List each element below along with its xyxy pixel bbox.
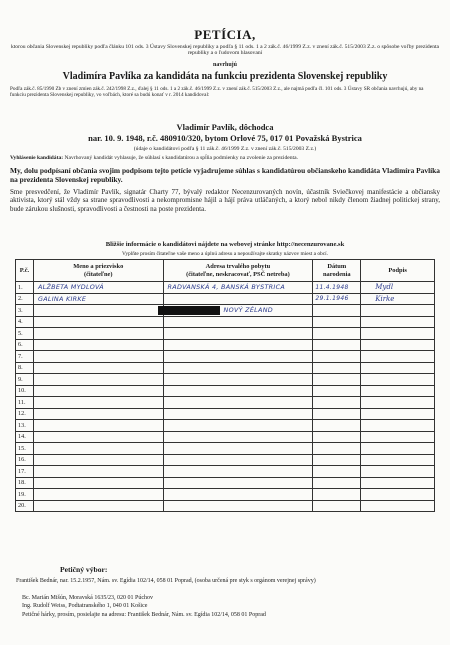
handwritten-signature — [361, 329, 375, 337]
birthdate-cell[interactable] — [313, 477, 361, 489]
handwritten-name — [34, 341, 38, 349]
row-number: 18. — [16, 477, 34, 489]
address-cell[interactable] — [163, 431, 313, 443]
redaction-bar — [158, 306, 220, 315]
address-cell[interactable] — [163, 293, 313, 305]
handwritten-address — [164, 375, 168, 383]
table-row — [16, 385, 435, 397]
document-title: PETÍCIA, — [194, 27, 256, 42]
table-row — [16, 316, 435, 328]
birthdate-cell[interactable] — [313, 339, 361, 351]
candidate-birth: nar. 10. 9. 1948, r.č. 480910/320, bytom Orlové 75, 017 01 Považská Bystrica — [88, 133, 362, 143]
signature-cell[interactable] — [361, 282, 435, 294]
name-cell[interactable] — [33, 362, 163, 374]
row-number: 10. — [16, 385, 34, 397]
send-to-address: Petičné hárky, prosím, posielajte na adresu: František Bednár, Nám. sv. Egídia 102/14, 058 01 Poprad — [22, 612, 266, 618]
handwritten-signature — [361, 421, 375, 429]
signature-cell[interactable] — [361, 293, 435, 305]
committee-member-2: Bc. Marián Mišún, Moravská 1635/23, 020 01 Púchov — [22, 595, 153, 601]
name-cell[interactable] — [33, 466, 163, 478]
handwritten-birthdate — [313, 502, 315, 509]
candidate-declaration — [10, 155, 440, 162]
table-row — [16, 420, 435, 432]
address-cell[interactable] — [163, 282, 313, 294]
table-row — [16, 397, 435, 409]
handwritten-birthdate: 11.4.1948 — [315, 283, 349, 291]
row-number: 17. — [16, 466, 34, 478]
signature-cell[interactable] — [361, 328, 435, 340]
table-row — [16, 339, 435, 351]
handwritten-address — [164, 467, 168, 475]
handwritten-name — [34, 364, 38, 372]
handwritten-signature — [361, 341, 375, 349]
handwritten-signature — [361, 456, 375, 464]
handwritten-name — [34, 502, 38, 510]
table-row — [16, 454, 435, 466]
birthdate-cell[interactable] — [313, 385, 361, 397]
handwritten-signature: Mydl — [375, 283, 394, 292]
handwritten-signature — [361, 398, 375, 406]
handwritten-signature — [361, 433, 375, 441]
signature-cell[interactable] — [361, 489, 435, 501]
handwritten-name — [34, 421, 38, 429]
handwritten-signature — [361, 375, 375, 383]
handwritten-birthdate — [313, 330, 315, 337]
more-info-line: Bližšie informácie o kandidátovi nájdete na webovej stránke http://necenzurovane.sk — [105, 241, 345, 248]
signature-cell[interactable] — [361, 385, 435, 397]
handwritten-birthdate — [313, 387, 315, 394]
handwritten-signature — [361, 387, 375, 395]
name-cell[interactable] — [33, 374, 163, 386]
col-header-address: Adresa trvalého pobytu (čitateľne, neskracovať, PSČ netreba) — [163, 260, 313, 282]
row-number: 20. — [16, 500, 34, 512]
handwritten-name — [34, 433, 38, 441]
col-header-name: Meno a priezvisko (čitateľne) — [33, 260, 163, 282]
table-row — [16, 305, 435, 317]
address-cell[interactable] — [163, 466, 313, 478]
handwritten-name — [34, 444, 38, 452]
name-cell[interactable] — [33, 500, 163, 512]
table-row — [16, 362, 435, 374]
handwritten-name — [34, 329, 38, 337]
name-cell[interactable] — [33, 420, 163, 432]
handwritten-name — [34, 352, 38, 360]
name-cell[interactable] — [33, 477, 163, 489]
address-cell[interactable] — [163, 443, 313, 455]
handwritten-birthdate — [313, 318, 315, 325]
col-header-number: P.č. — [16, 260, 34, 282]
row-number: 2. — [16, 293, 34, 305]
handwritten-address — [164, 398, 168, 406]
table-row — [16, 408, 435, 420]
signature-cell[interactable] — [361, 500, 435, 512]
handwritten-signature — [361, 364, 375, 372]
committee-member-3: Ing. Rudolf Weiss, Podtatranského 1, 040 01 Košice — [22, 603, 148, 609]
name-cell[interactable] — [33, 316, 163, 328]
birthdate-cell[interactable] — [313, 420, 361, 432]
address-cell[interactable] — [163, 420, 313, 432]
name-cell[interactable] — [33, 339, 163, 351]
signature-cell[interactable] — [361, 351, 435, 363]
row-number: 14. — [16, 431, 34, 443]
handwritten-name — [34, 479, 38, 487]
address-cell[interactable] — [163, 489, 313, 501]
handwritten-name: GALINA KIRKE — [37, 294, 87, 303]
birthdate-cell[interactable] — [313, 282, 361, 294]
table-row — [16, 328, 435, 340]
handwritten-signature: Kirke — [375, 294, 395, 303]
declaration-text: Navrhovaný kandidát vyhlasuje, že súhlasí s kandidatúrou a spĺňa podmienky na zvolenie za prezidenta. — [64, 155, 298, 161]
row-number: 6. — [16, 339, 34, 351]
signature-cell[interactable] — [361, 420, 435, 432]
declaration-label: Vyhlásenie kandidáta: — [10, 155, 64, 161]
name-cell[interactable] — [33, 431, 163, 443]
handwritten-birthdate — [313, 491, 315, 498]
handwritten-address — [164, 502, 168, 510]
handwritten-birthdate — [313, 479, 315, 486]
address-cell[interactable] — [163, 454, 313, 466]
handwritten-address: NOVÝ ZÉLAND — [223, 305, 273, 314]
handwritten-signature — [361, 306, 375, 314]
handwritten-address — [164, 341, 168, 349]
name-cell[interactable] — [33, 305, 163, 317]
handwritten-name — [34, 467, 38, 475]
table-row — [16, 351, 435, 363]
table-row — [16, 374, 435, 386]
address-cell[interactable] — [163, 397, 313, 409]
table-row — [16, 293, 435, 305]
candidate-title: Vladimíra Pavlíka za kandidáta na funkciu prezidenta Slovenskej republiky — [62, 71, 388, 82]
handwritten-address — [164, 364, 168, 372]
address-cell[interactable] — [163, 385, 313, 397]
handwritten-name — [34, 456, 38, 464]
handwritten-address — [164, 490, 168, 498]
handwritten-birthdate — [313, 376, 315, 383]
row-number: 5. — [16, 328, 34, 340]
handwritten-signature — [361, 410, 375, 418]
table-header-row — [16, 260, 435, 282]
name-cell[interactable] — [33, 443, 163, 455]
handwritten-address — [164, 410, 168, 418]
table-row — [16, 466, 435, 478]
name-cell[interactable] — [33, 454, 163, 466]
row-number: 1. — [16, 282, 34, 294]
row-number: 16. — [16, 454, 34, 466]
handwritten-address — [164, 456, 168, 464]
handwritten-name — [34, 306, 38, 314]
handwritten-birthdate — [313, 433, 315, 440]
signature-cell[interactable] — [361, 431, 435, 443]
petition-text: My, dolu podpísaní občania svojim podpisom tejto petície vyjadrujeme súhlas s kandidatúrou občianskeho kandidáta Vladimíra Pavlíka na prezidenta Slovenskej republiky. — [10, 166, 440, 184]
address-cell[interactable] — [163, 477, 313, 489]
signature-table — [15, 259, 435, 512]
table-row — [16, 489, 435, 501]
handwritten-birthdate: 29.1.1946 — [315, 295, 349, 303]
name-cell[interactable] — [33, 408, 163, 420]
support-text: Sme presvedčení, že Vladimír Pavlík, signatár Charty 77, bývalý redaktor Necenzurovaných novín, účastník Sviečkovej manifestácie a občiansky aktivista, ktorý stál vždy sa strane spravodlivosti a nekompromisne hájil a hájí práva utláčaných, a ktorý nebol nikdy členom žiadnej politickej strany, bude zárukou slušnosti, spravodlivosti a čestnosti na poste prezidenta. — [10, 188, 440, 213]
handwritten-name — [34, 398, 38, 406]
name-cell[interactable] — [33, 489, 163, 501]
birthdate-cell[interactable] — [313, 351, 361, 363]
address-cell[interactable] — [163, 339, 313, 351]
handwritten-address — [164, 444, 168, 452]
address-cell[interactable] — [163, 408, 313, 420]
signature-cell[interactable] — [361, 454, 435, 466]
handwritten-birthdate — [313, 353, 315, 360]
birthdate-cell[interactable] — [313, 408, 361, 420]
birthdate-cell[interactable] — [313, 362, 361, 374]
handwritten-signature — [361, 479, 375, 487]
handwritten-birthdate — [313, 364, 315, 371]
handwritten-address — [164, 479, 168, 487]
birthdate-cell[interactable] — [313, 454, 361, 466]
address-cell[interactable] — [163, 316, 313, 328]
handwritten-name — [34, 490, 38, 498]
signature-cell[interactable] — [361, 339, 435, 351]
address-cell[interactable] — [163, 362, 313, 374]
row-number: 7. — [16, 351, 34, 363]
birthdate-cell[interactable] — [313, 431, 361, 443]
committee-member-1: František Bednár, nar. 15.2.1957, Nám. sv. Egídia 102/14, 058 01 Poprad, (osoba určená pre styk s orgánom verejnej správy) — [16, 578, 316, 584]
table-row — [16, 443, 435, 455]
row-number: 12. — [16, 408, 34, 420]
handwritten-address — [164, 295, 168, 303]
candidate-name: Vladimír Pavlík, dôchodca — [176, 122, 274, 132]
signature-cell[interactable] — [361, 477, 435, 489]
row-number: 4. — [16, 316, 34, 328]
handwritten-signature — [361, 467, 375, 475]
table-row — [16, 282, 435, 294]
table-row — [16, 431, 435, 443]
document-subtitle: ktorou občania Slovenskej republiky podľa článku 101 ods. 3 Ústavy Slovenskej republiky a podľa § 11 ods. 1 a 2 zák.č. 46/1999 Z.z. v znení zák.č. 515/2003 Z.z. o spôsobe voľby prezidenta republiky a o ľudovom hlasovaní — [10, 44, 440, 57]
navrhuju-label: navrhujú — [212, 62, 237, 68]
handwritten-address: RADVANSKÁ 4, BANSKÁ BYSTRICA — [167, 283, 286, 292]
name-cell[interactable] — [33, 397, 163, 409]
handwritten-birthdate — [313, 410, 315, 417]
fill-note: Vyplňte prosím čitateľne vaše meno a úplnú adresu a nepoužívajte skratky názvov miest a obcí. — [122, 251, 328, 257]
signature-cell[interactable] — [361, 362, 435, 374]
handwritten-signature — [361, 444, 375, 452]
handwritten-signature — [361, 318, 375, 326]
handwritten-name — [34, 387, 38, 395]
handwritten-birthdate — [313, 341, 315, 348]
row-number: 8. — [16, 362, 34, 374]
signature-cell[interactable] — [361, 408, 435, 420]
handwritten-name — [34, 410, 38, 418]
signature-cell[interactable] — [361, 316, 435, 328]
col-header-signature: Podpis — [361, 260, 435, 282]
address-cell[interactable] — [163, 351, 313, 363]
birthdate-cell[interactable] — [313, 374, 361, 386]
signature-cell[interactable] — [361, 466, 435, 478]
handwritten-address — [164, 387, 168, 395]
birthdate-cell[interactable] — [313, 328, 361, 340]
birthdate-cell[interactable] — [313, 316, 361, 328]
birthdate-cell[interactable] — [313, 443, 361, 455]
birthdate-cell[interactable] — [313, 305, 361, 317]
table-row — [16, 477, 435, 489]
table-row — [16, 500, 435, 512]
row-number: 13. — [16, 420, 34, 432]
signature-cell[interactable] — [361, 443, 435, 455]
row-number: 15. — [16, 443, 34, 455]
row-number: 19. — [16, 489, 34, 501]
handwritten-address — [164, 329, 168, 337]
handwritten-address — [164, 421, 168, 429]
handwritten-birthdate — [313, 307, 315, 314]
col-header-birthdate: Dátum narodenia — [313, 260, 361, 282]
handwritten-name: ALŽBETA MYDLOVÁ — [37, 283, 104, 292]
birthdate-cell[interactable] — [313, 500, 361, 512]
name-cell[interactable] — [33, 282, 163, 294]
handwritten-signature — [361, 352, 375, 360]
signature-cell[interactable] — [361, 397, 435, 409]
name-cell[interactable] — [33, 385, 163, 397]
handwritten-address — [164, 318, 168, 326]
handwritten-name — [34, 318, 38, 326]
name-cell[interactable] — [33, 351, 163, 363]
birthdate-cell[interactable] — [313, 293, 361, 305]
row-number: 3. — [16, 305, 34, 317]
birthdate-cell[interactable] — [313, 466, 361, 478]
signature-cell[interactable] — [361, 374, 435, 386]
candidate-details-note: (údaje o kandidátovi podľa § 11 zák.č. 46/1999 Z.z. v znení zák.č. 515/2003 Z.z.) — [133, 146, 317, 152]
handwritten-birthdate — [313, 422, 315, 429]
name-cell[interactable] — [33, 328, 163, 340]
address-cell[interactable] — [163, 500, 313, 512]
handwritten-address — [164, 433, 168, 441]
row-number: 11. — [16, 397, 34, 409]
birthdate-cell[interactable] — [313, 397, 361, 409]
legal-text: Podľa zák.č. 85/1990 Zb v znení zmien zák.č. 242/1998 Z.z., ďalej § 11 ods. 1 a 2 zák.č. 46/1999 Z.z. v znení zák.č. 515/2003 Z.z., ale najmä podľa čl. 101 ods. 3 Ústavy SR občania navrhujú, aby na funkciu prezidenta Slovenskej republiky, vo voľbách, ktoré sa budú konať v r. 2014 kandidoval: — [10, 86, 424, 99]
handwritten-birthdate — [313, 468, 315, 475]
birthdate-cell[interactable] — [313, 489, 361, 501]
handwritten-birthdate — [313, 399, 315, 406]
address-cell[interactable] — [163, 305, 313, 317]
committee-label: Petičný výbor: — [60, 565, 108, 574]
handwritten-birthdate — [313, 456, 315, 463]
row-number: 9. — [16, 374, 34, 386]
address-cell[interactable] — [163, 374, 313, 386]
signature-cell[interactable] — [361, 305, 435, 317]
address-cell[interactable] — [163, 328, 313, 340]
handwritten-signature — [361, 490, 375, 498]
name-cell[interactable] — [33, 293, 163, 305]
handwritten-birthdate — [313, 445, 315, 452]
handwritten-signature — [361, 502, 375, 510]
handwritten-address — [164, 352, 168, 360]
handwritten-name — [34, 375, 38, 383]
